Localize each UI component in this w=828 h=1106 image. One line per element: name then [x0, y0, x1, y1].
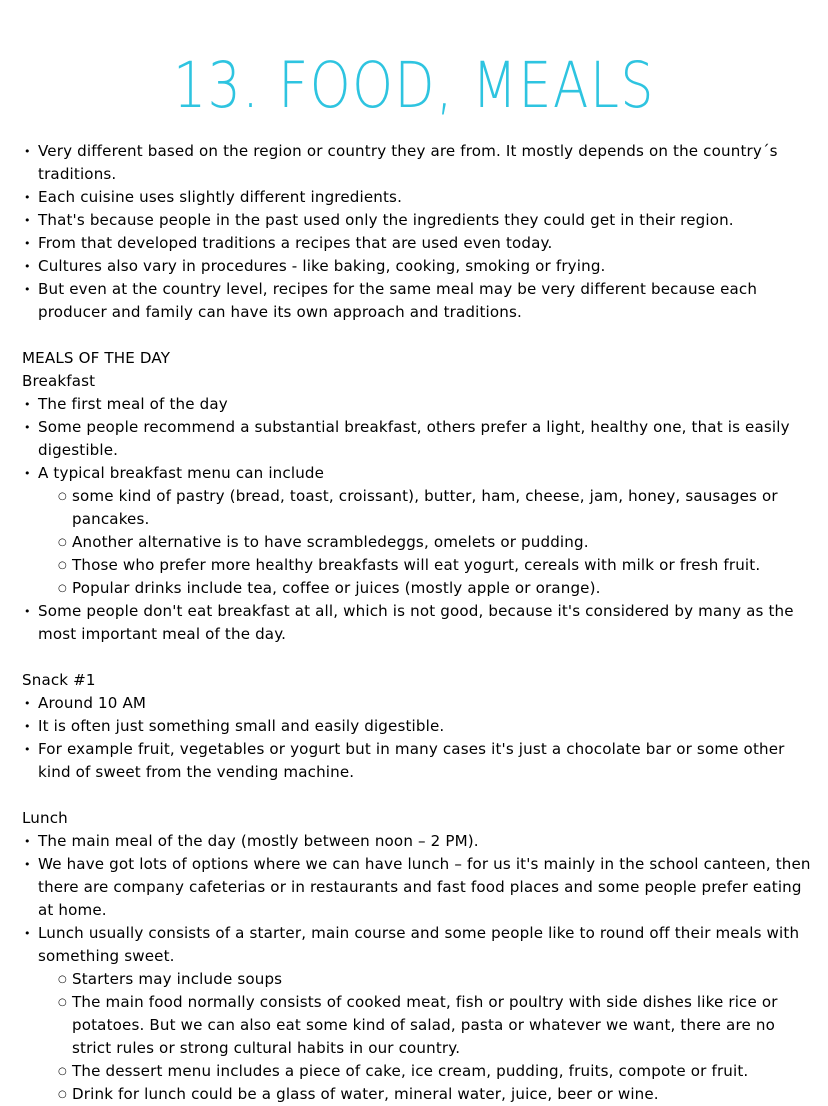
sub-bullet-icon: ○	[58, 490, 67, 502]
list-item-text: Some people don't eat breakfast at all, which is not good, because it's considered by many as the most important meal of the day.	[38, 601, 799, 643]
sub-bullet-icon: ○	[58, 559, 67, 571]
sub-list-item-text: Starters may include soups	[72, 969, 283, 988]
list-item-text: For example fruit, vegetables or yogurt but in many cases it's just a chocolate bar or some other kind of sweet from the vending machine.	[38, 739, 790, 781]
breakfast-sub-bullet-list	[22, 485, 812, 600]
intro-bullet-list	[22, 140, 812, 324]
list-item-text: We have got lots of options where we can have lunch – for us it's mainly in the school canteen, then there are company cafeterias or in restaurants and fast food places and some people prefer eating at home.	[38, 854, 816, 919]
sub-list-item-text: Drink for lunch could be a glass of water, mineral water, juice, beer or wine.	[72, 1084, 659, 1103]
sub-list-item	[58, 577, 812, 600]
sub-bullet-icon: ○	[58, 973, 67, 985]
section-heading-snack-1: Snack #1	[22, 670, 96, 689]
list-item-text: It is often just something small and easily digestible.	[38, 716, 445, 735]
bullet-icon: •	[24, 834, 31, 848]
bullet-icon: •	[24, 857, 31, 871]
sub-list-item-text: The dessert menu includes a piece of cake, ice cream, pudding, fruits, compote or fruit.	[72, 1061, 749, 1080]
bullet-icon: •	[24, 719, 31, 733]
breakfast-bullet-list	[22, 393, 812, 646]
list-item	[22, 600, 812, 646]
list-item	[22, 209, 812, 232]
lunch-sub-bullet-list	[22, 968, 812, 1106]
sub-list-item	[58, 991, 812, 1060]
sub-bullet-icon: ○	[58, 1088, 67, 1100]
bullet-icon: •	[24, 466, 31, 480]
list-item-text: From that developed traditions a recipes that are used even today.	[38, 233, 553, 252]
list-item-text: A typical breakfast menu can include	[38, 463, 325, 482]
section-heading-breakfast: Breakfast	[22, 371, 96, 390]
list-item	[22, 232, 812, 255]
list-item	[22, 140, 812, 186]
list-item-text: Cultures also vary in procedures - like baking, cooking, smoking or frying.	[38, 256, 606, 275]
section-heading-meals-of-the-day: MEALS OF THE DAY	[22, 348, 171, 367]
bullet-icon: •	[24, 236, 31, 250]
list-item	[22, 278, 812, 324]
section-heading-lunch: Lunch	[22, 808, 68, 827]
sub-list-item	[58, 1083, 812, 1106]
sub-bullet-icon: ○	[58, 996, 67, 1008]
list-item	[22, 416, 812, 462]
sub-list-item-text: some kind of pastry (bread, toast, croissant), butter, ham, cheese, jam, honey, sausages or pancakes.	[72, 486, 783, 528]
section-spacer	[22, 324, 812, 347]
section-spacer	[22, 646, 812, 669]
list-item-text: But even at the country level, recipes for the same meal may be very different because each producer and family can have its own approach and traditions.	[38, 279, 763, 321]
bullet-icon: •	[24, 742, 31, 756]
page-title: 13. FOOD, MEALS	[173, 49, 655, 123]
sub-bullet-icon: ○	[58, 1065, 67, 1077]
sub-list-item	[58, 1060, 812, 1083]
list-item-text: Each cuisine uses slightly different ingredients.	[38, 187, 403, 206]
list-item-text: That's because people in the past used only the ingredients they could get in their region.	[38, 210, 734, 229]
list-item	[22, 830, 812, 853]
sub-list-item	[58, 968, 812, 991]
sub-bullet-icon: ○	[58, 536, 67, 548]
bullet-icon: •	[24, 696, 31, 710]
bullet-icon: •	[24, 213, 31, 227]
list-item-text: Lunch usually consists of a starter, main course and some people like to round off their meals with something sweet.	[38, 923, 805, 965]
list-item-text: Around 10 AM	[38, 693, 147, 712]
bullet-icon: •	[24, 259, 31, 273]
lunch-bullet-list	[22, 830, 816, 1106]
sub-list-item-text: Those who prefer more healthy breakfasts will eat yogurt, cereals with milk or fresh fruit.	[72, 555, 761, 574]
list-item	[22, 692, 812, 715]
bullet-icon: •	[24, 282, 31, 296]
list-item-text: Some people recommend a substantial breakfast, others prefer a light, healthy one, that is easily digestible.	[38, 417, 795, 459]
list-item	[22, 255, 812, 278]
list-item	[22, 715, 812, 738]
list-item	[22, 462, 812, 600]
snack-bullet-list	[22, 692, 812, 784]
sub-list-item-text: Popular drinks include tea, coffee or juices (mostly apple or orange).	[72, 578, 601, 597]
sub-list-item-text: The main food normally consists of cooked meat, fish or poultry with side dishes like rice or potatoes. But we can also eat some kind of salad, pasta or whatever we want, there are no strict rules or strong cultural habits in our country.	[72, 992, 783, 1057]
list-item	[22, 186, 812, 209]
sub-list-item	[58, 485, 812, 531]
bullet-icon: •	[24, 926, 31, 940]
list-item-text: Very different based on the region or country they are from. It mostly depends on the country´s traditions.	[38, 141, 783, 183]
list-item-text: The main meal of the day (mostly between noon – 2 PM).	[38, 831, 479, 850]
bullet-icon: •	[24, 190, 31, 204]
bullet-icon: •	[24, 397, 31, 411]
list-item	[22, 853, 816, 922]
list-item	[22, 738, 812, 784]
list-item	[22, 922, 812, 1106]
sub-list-item	[58, 531, 812, 554]
sub-list-item-text: Another alternative is to have scrambledeggs, omelets or pudding.	[72, 532, 589, 551]
list-item	[22, 393, 812, 416]
bullet-icon: •	[24, 420, 31, 434]
list-item-text: The first meal of the day	[38, 394, 228, 413]
sub-list-item	[58, 554, 812, 577]
sub-bullet-icon: ○	[58, 582, 67, 594]
document-page	[0, 35, 828, 1106]
section-spacer	[22, 784, 812, 807]
document-body	[0, 140, 828, 1106]
bullet-icon: •	[24, 144, 31, 158]
bullet-icon: •	[24, 604, 31, 618]
